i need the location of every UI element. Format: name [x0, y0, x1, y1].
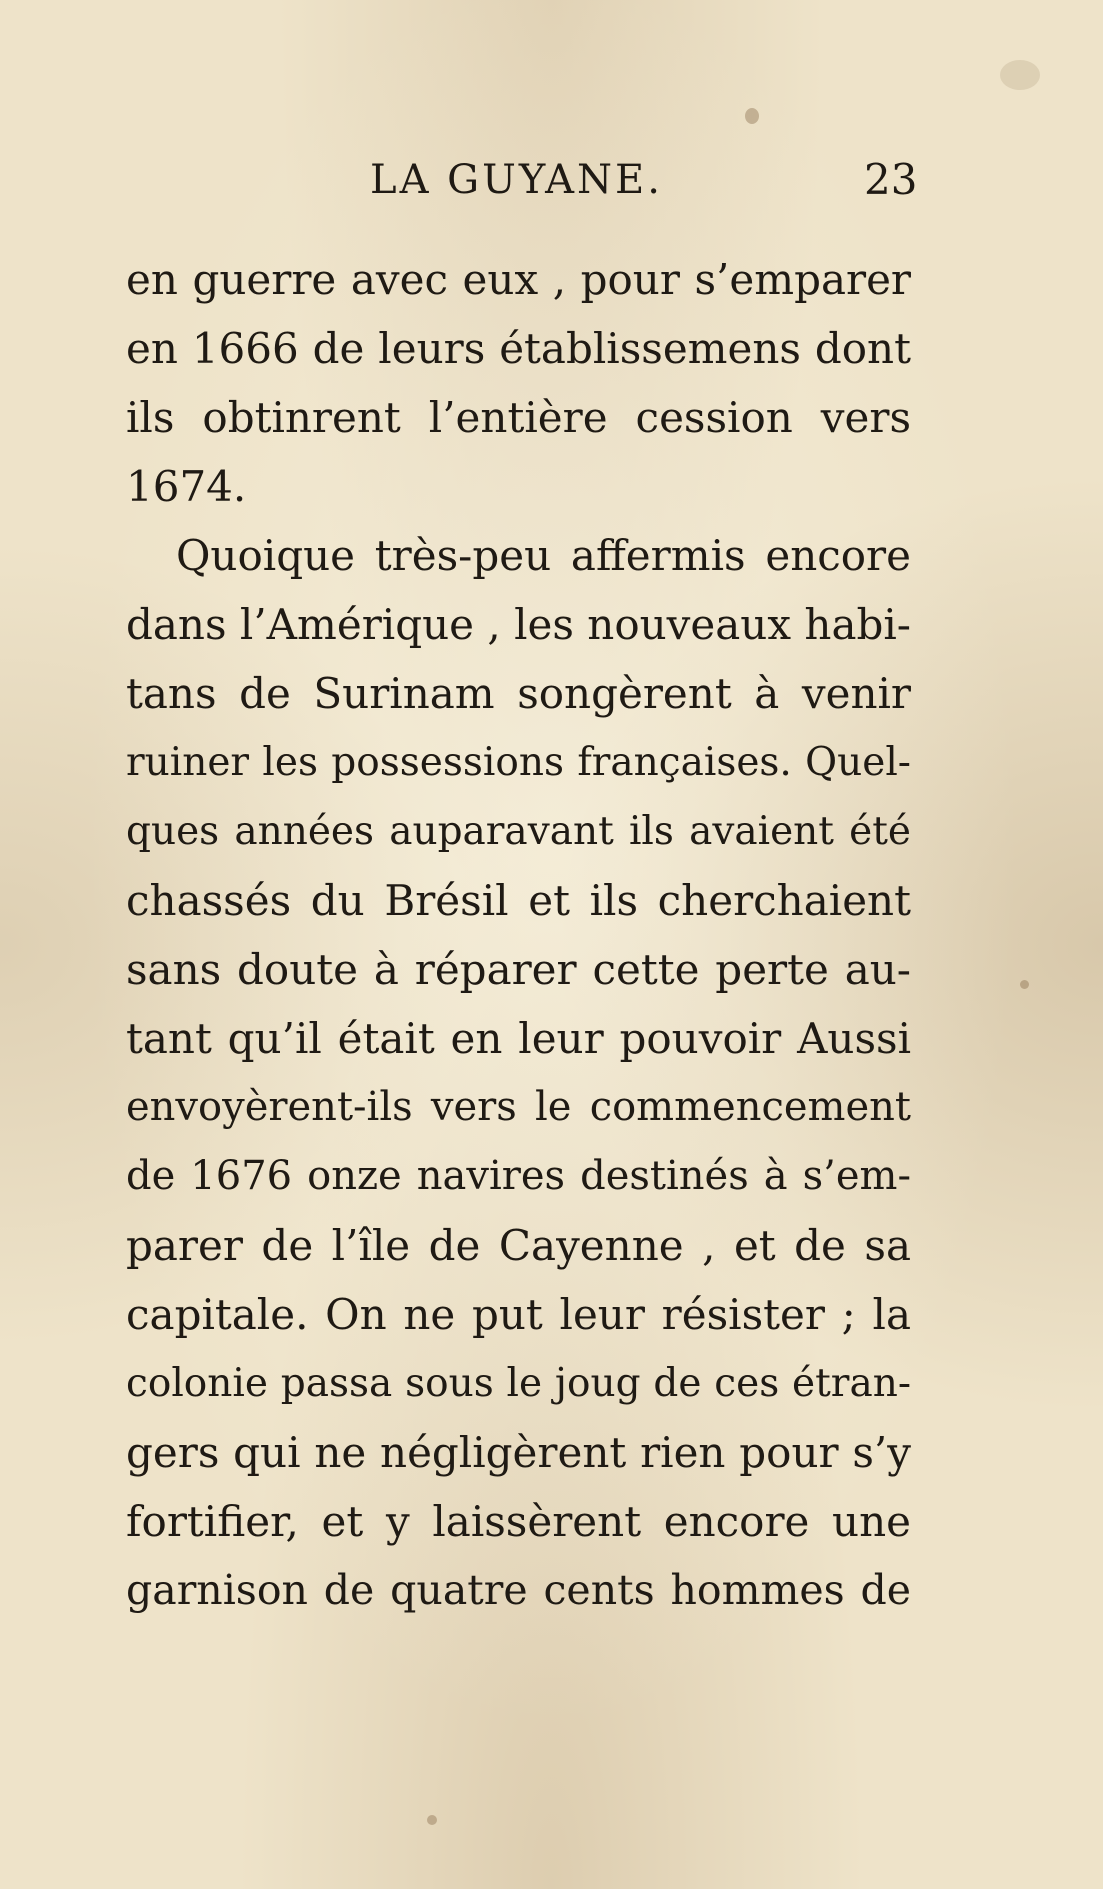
text-line: ques années auparavant ils avaient été	[126, 809, 911, 854]
text-line: 1674.	[126, 462, 247, 511]
foxing-spot	[427, 1815, 437, 1825]
text-line: chassés du Brésil et ils cherchaient	[126, 876, 911, 925]
body-text	[126, 245, 911, 1625]
text-line: en guerre avec eux , pour s’emparer	[126, 255, 911, 304]
text-line: tans de Surinam songèrent à venir	[126, 669, 911, 718]
text-line: dans l’Amérique , les nouveaux habi-	[126, 600, 911, 649]
text-line: gers qui ne négligèrent rien pour s’y	[126, 1428, 911, 1477]
text-line: colonie passa sous le joug de ces étran-	[126, 1361, 911, 1406]
foxing-spot	[745, 108, 759, 124]
text-line: de 1676 onze navires destinés à s’em-	[126, 1153, 911, 1199]
page-number: 23	[864, 155, 918, 204]
text-line: fortifier, et y laissèrent encore une	[126, 1497, 911, 1546]
page-header	[0, 150, 1103, 210]
text-line: envoyèrent-ils vers le commencement	[126, 1084, 911, 1130]
text-line: garnison de quatre cents hommes de	[126, 1566, 911, 1614]
text-line: Quoique très-peu affermis encore	[176, 531, 911, 580]
text-line: tant qu’il était en leur pouvoir Aussi	[126, 1014, 911, 1063]
text-line: ils obtinrent l’entière cession vers	[126, 393, 911, 442]
text-line: parer de l’île de Cayenne , et de sa	[126, 1221, 911, 1270]
text-line: sans doute à réparer cette perte au-	[126, 945, 911, 994]
foxing-spot	[1000, 60, 1040, 90]
text-line: en 1666 de leurs établissemens dont	[126, 324, 911, 373]
text-line: ruiner les possessions françaises. Quel-	[126, 740, 911, 785]
running-head: LA GUYANE.	[370, 157, 663, 203]
foxing-spot	[1020, 980, 1029, 989]
text-line: capitale. On ne put leur résister ; la	[126, 1290, 911, 1339]
